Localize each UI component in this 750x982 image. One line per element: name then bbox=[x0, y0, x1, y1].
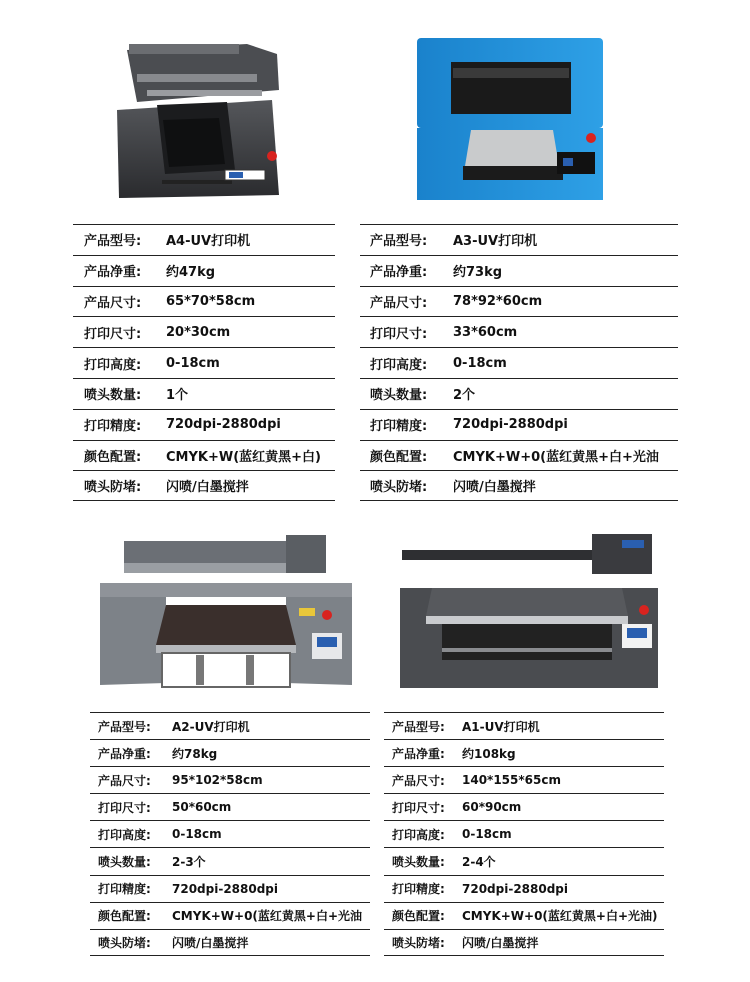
spec-label: 喷头防堵: bbox=[392, 935, 445, 950]
spec-row bbox=[90, 712, 370, 739]
spec-row bbox=[384, 929, 664, 956]
spec-label: 产品尺寸: bbox=[370, 295, 428, 311]
spec-value: CMYK+W(蓝红黄黑+白) bbox=[166, 449, 321, 465]
spec-label: 打印尺寸: bbox=[370, 326, 428, 342]
spec-row bbox=[90, 739, 370, 766]
spec-row bbox=[360, 378, 678, 409]
spec-label: 打印精度: bbox=[392, 882, 445, 897]
spec-value: 0-18cm bbox=[172, 827, 222, 842]
spec-value: A2-UV打印机 bbox=[172, 719, 250, 734]
spec-label: 产品型号: bbox=[392, 719, 445, 734]
spec-row bbox=[384, 739, 664, 766]
a1-printer-image bbox=[392, 528, 662, 693]
spec-row bbox=[360, 440, 678, 471]
spec-label: 产品型号: bbox=[84, 234, 142, 250]
a2-printer-image bbox=[96, 533, 356, 693]
spec-value: A4-UV打印机 bbox=[166, 234, 251, 250]
spec-value: 0-18cm bbox=[166, 355, 220, 371]
a4-printer-image bbox=[107, 30, 292, 202]
spec-row bbox=[73, 316, 335, 347]
spec-label: 打印高度: bbox=[370, 357, 428, 373]
spec-row bbox=[73, 224, 335, 255]
spec-row bbox=[90, 766, 370, 793]
spec-row bbox=[90, 793, 370, 820]
a3-spec-table bbox=[360, 224, 678, 501]
spec-label: 打印尺寸: bbox=[392, 800, 445, 815]
spec-value: 闪喷/白墨搅拌 bbox=[172, 935, 249, 950]
spec-label: 打印尺寸: bbox=[84, 326, 142, 342]
spec-value: 闪喷/白墨搅拌 bbox=[166, 480, 249, 496]
spec-value: CMYK+W+0(蓝红黄黑+白+光油 bbox=[172, 909, 363, 924]
spec-value: 65*70*58cm bbox=[166, 293, 256, 309]
spec-row bbox=[73, 347, 335, 378]
spec-value: 闪喷/白墨搅拌 bbox=[453, 480, 536, 496]
spec-value: 1个 bbox=[166, 388, 189, 404]
spec-label: 产品尺寸: bbox=[84, 295, 142, 311]
spec-value: 720dpi-2880dpi bbox=[462, 881, 569, 896]
spec-label: 喷头数量: bbox=[392, 855, 445, 870]
spec-value: 720dpi-2880dpi bbox=[166, 417, 281, 433]
spec-label: 颜色配置: bbox=[98, 909, 151, 924]
spec-value: 60*90cm bbox=[462, 800, 522, 815]
spec-row bbox=[360, 347, 678, 378]
a3-printer-image bbox=[413, 34, 609, 202]
spec-value: 140*155*65cm bbox=[462, 773, 561, 788]
spec-row bbox=[384, 820, 664, 847]
spec-label: 产品净重: bbox=[84, 265, 142, 281]
spec-row bbox=[90, 875, 370, 902]
spec-value: 20*30cm bbox=[166, 324, 231, 340]
a2-spec-table bbox=[90, 712, 370, 956]
spec-row bbox=[384, 847, 664, 874]
spec-value: A3-UV打印机 bbox=[453, 234, 538, 250]
spec-value: 约73kg bbox=[453, 265, 503, 281]
spec-row bbox=[73, 286, 335, 317]
spec-label: 喷头数量: bbox=[84, 388, 142, 404]
spec-row bbox=[360, 286, 678, 317]
spec-label: 打印精度: bbox=[84, 419, 142, 435]
spec-row bbox=[73, 440, 335, 471]
spec-row bbox=[90, 929, 370, 956]
spec-label: 产品型号: bbox=[370, 234, 428, 250]
spec-label: 喷头数量: bbox=[98, 855, 151, 870]
spec-label: 喷头数量: bbox=[370, 388, 428, 404]
spec-label: 产品尺寸: bbox=[392, 773, 445, 788]
spec-value: 50*60cm bbox=[172, 800, 232, 815]
spec-row bbox=[73, 255, 335, 286]
spec-label: 颜色配置: bbox=[84, 449, 142, 465]
spec-value: 2-4个 bbox=[462, 855, 496, 870]
spec-label: 产品净重: bbox=[98, 746, 151, 761]
spec-value: 78*92*60cm bbox=[453, 293, 543, 309]
spec-row bbox=[384, 793, 664, 820]
spec-label: 产品净重: bbox=[392, 746, 445, 761]
spec-value: 闪喷/白墨搅拌 bbox=[462, 935, 539, 950]
spec-row bbox=[90, 820, 370, 847]
spec-value: 约108kg bbox=[462, 746, 516, 761]
spec-row bbox=[384, 875, 664, 902]
spec-value: 720dpi-2880dpi bbox=[453, 417, 568, 433]
spec-row bbox=[384, 766, 664, 793]
spec-label: 打印高度: bbox=[392, 827, 445, 842]
spec-row bbox=[384, 902, 664, 929]
spec-label: 颜色配置: bbox=[370, 449, 428, 465]
spec-label: 打印尺寸: bbox=[98, 800, 151, 815]
spec-label: 打印精度: bbox=[98, 882, 151, 897]
spec-label: 打印高度: bbox=[98, 827, 151, 842]
spec-label: 产品净重: bbox=[370, 265, 428, 281]
spec-value: 2-3个 bbox=[172, 855, 206, 870]
spec-label: 颜色配置: bbox=[392, 909, 445, 924]
spec-value: 720dpi-2880dpi bbox=[172, 881, 279, 896]
spec-row bbox=[384, 712, 664, 739]
spec-value: 33*60cm bbox=[453, 324, 518, 340]
spec-value: CMYK+W+0(蓝红黄黑+白+光油 bbox=[453, 449, 659, 465]
spec-label: 打印精度: bbox=[370, 419, 428, 435]
spec-row bbox=[90, 847, 370, 874]
spec-row bbox=[360, 224, 678, 255]
spec-row bbox=[73, 409, 335, 440]
spec-value: 0-18cm bbox=[462, 827, 512, 842]
spec-row bbox=[73, 470, 335, 501]
spec-label: 喷头防堵: bbox=[84, 480, 142, 496]
spec-row bbox=[360, 316, 678, 347]
spec-label: 打印高度: bbox=[84, 357, 142, 373]
spec-label: 产品型号: bbox=[98, 719, 151, 734]
spec-row bbox=[360, 470, 678, 501]
spec-value: A1-UV打印机 bbox=[462, 719, 540, 734]
spec-value: CMYK+W+0(蓝红黄黑+白+光油) bbox=[462, 909, 658, 924]
spec-value: 约47kg bbox=[166, 265, 216, 281]
spec-value: 95*102*58cm bbox=[172, 773, 263, 788]
spec-value: 2个 bbox=[453, 388, 476, 404]
a4-spec-table bbox=[73, 224, 335, 501]
spec-label: 喷头防堵: bbox=[98, 935, 151, 950]
spec-label: 产品尺寸: bbox=[98, 773, 151, 788]
a1-spec-table bbox=[384, 712, 664, 956]
spec-value: 0-18cm bbox=[453, 355, 507, 371]
spec-label: 喷头防堵: bbox=[370, 480, 428, 496]
spec-row bbox=[360, 409, 678, 440]
spec-row bbox=[73, 378, 335, 409]
spec-row bbox=[90, 902, 370, 929]
spec-value: 约78kg bbox=[172, 746, 218, 761]
spec-row bbox=[360, 255, 678, 286]
